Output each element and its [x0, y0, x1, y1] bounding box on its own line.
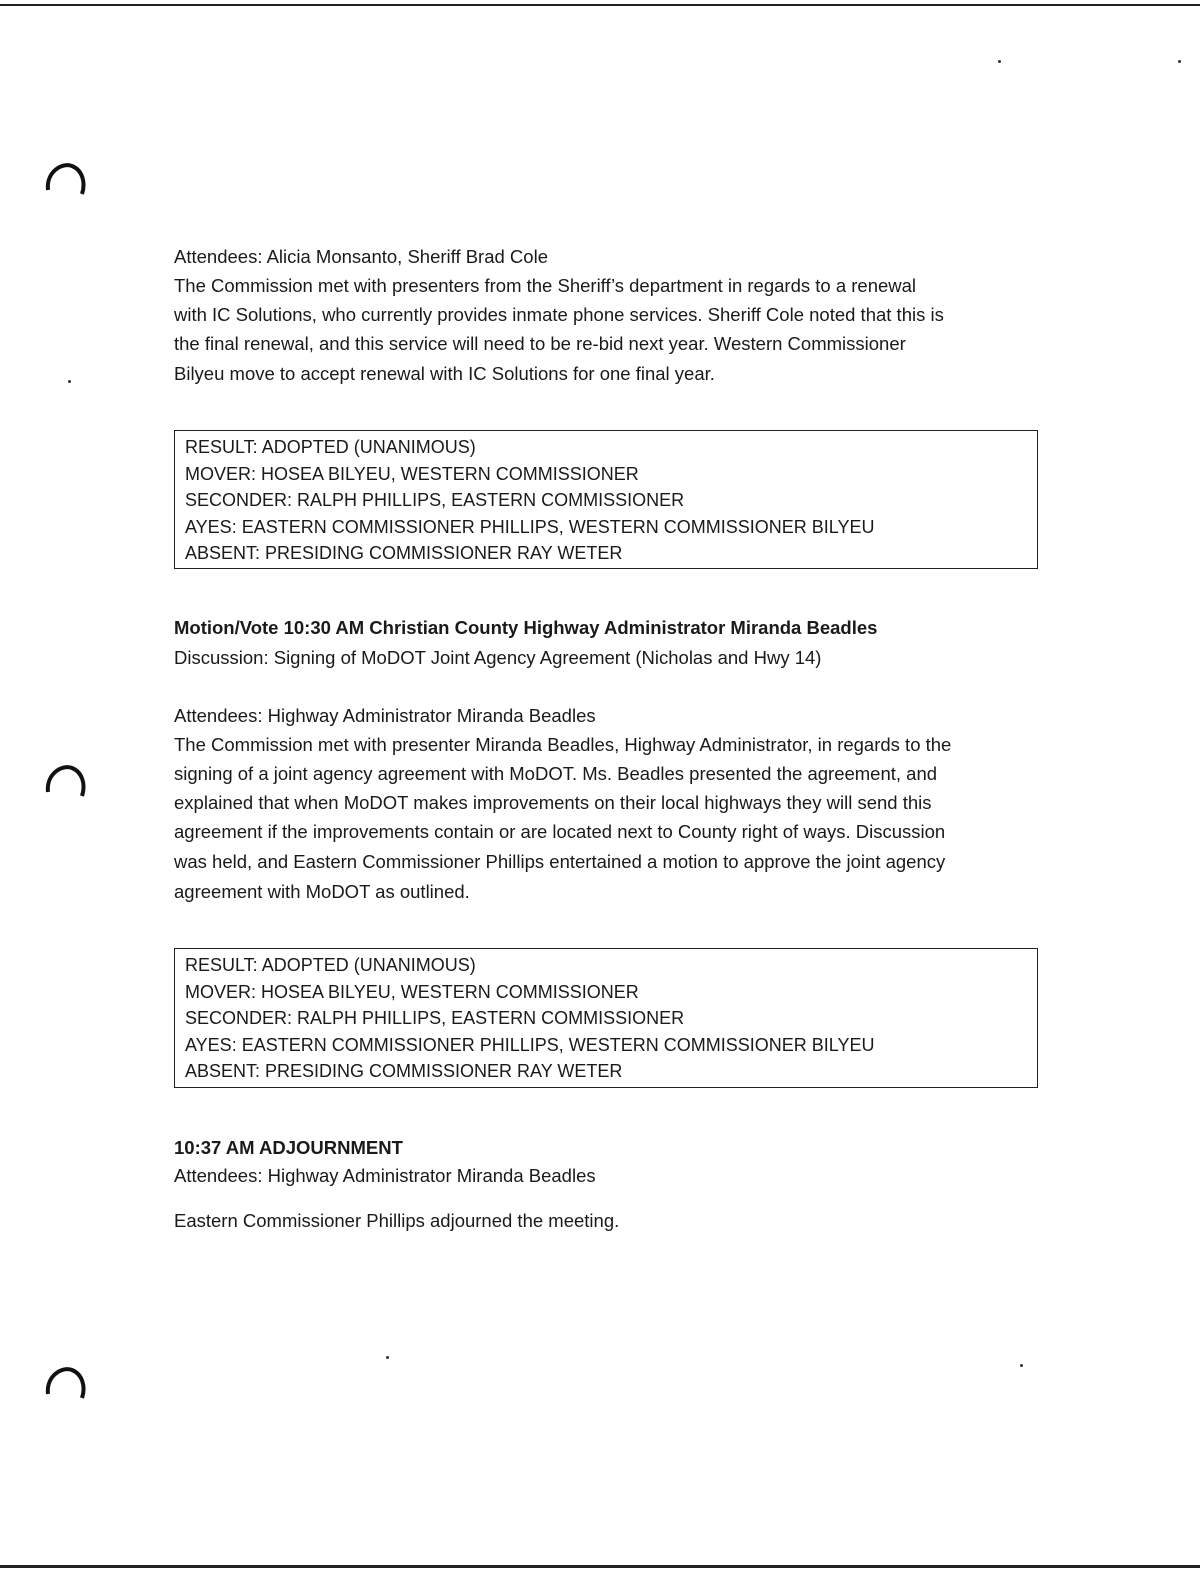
punch-hole-icon: [44, 160, 88, 200]
section1-paragraph-line: Bilyeu move to accept renewal with IC Solutions for one final year.: [174, 363, 715, 384]
mover-line: MOVER: HOSEA BILYEU, WESTERN COMMISSIONER: [185, 463, 639, 484]
section1-paragraph-line: the final renewal, and this service will need to be re-bid next year. Western Commissioner: [174, 333, 906, 354]
section2-paragraph-line: The Commission met with presenter Miranda Beadles, Highway Administrator, in regards to the: [174, 734, 952, 755]
section1-result-box: [174, 430, 1038, 569]
scan-edge-bottom: [0, 1565, 1200, 1568]
absent-line: ABSENT: PRESIDING COMMISSIONER RAY WETER: [185, 543, 623, 563]
section2-paragraph-line: signing of a joint agency agreement with MoDOT. Ms. Beadles presented the agreement, and: [174, 763, 938, 784]
section2-paragraph-line: was held, and Eastern Commissioner Phillips entertained a motion to approve the joint agency: [174, 851, 946, 872]
punch-hole-icon: [44, 762, 88, 802]
result-line: RESULT: ADOPTED (UNANIMOUS): [185, 437, 476, 457]
punch-hole-icon: [44, 1364, 88, 1404]
section3-heading: 10:37 AM ADJOURNMENT: [174, 1137, 403, 1158]
ayes-line: AYES: EASTERN COMMISSIONER PHILLIPS, WESTERN COMMISSIONER BILYEU: [185, 516, 875, 537]
seconder-line: SECONDER: RALPH PHILLIPS, EASTERN COMMISSIONER: [185, 490, 685, 510]
section3-closing: Eastern Commissioner Phillips adjourned the meeting.: [174, 1210, 620, 1231]
scan-speck: [68, 380, 71, 383]
section2-result-box: [174, 948, 1038, 1088]
section3-attendees: Attendees: Highway Administrator Miranda Beadles: [174, 1165, 596, 1186]
section2-paragraph-line: agreement if the improvements contain or are located next to County right of ways. Discussion: [174, 821, 946, 842]
ayes-line: AYES: EASTERN COMMISSIONER PHILLIPS, WESTERN COMMISSIONER BILYEU: [185, 1034, 875, 1055]
section2-heading: Motion/Vote 10:30 AM Christian County Highway Administrator Miranda Beadles: [174, 617, 878, 638]
seconder-line: SECONDER: RALPH PHILLIPS, EASTERN COMMISSIONER: [185, 1008, 685, 1028]
section2-paragraph-line: agreement with MoDOT as outlined.: [174, 881, 470, 902]
result-line: RESULT: ADOPTED (UNANIMOUS): [185, 955, 476, 975]
scan-speck: [998, 60, 1001, 63]
scan-edge-top: [0, 4, 1200, 6]
scan-speck: [1020, 1364, 1023, 1367]
section1-paragraph-line: with IC Solutions, who currently provides inmate phone services. Sheriff Cole noted that this is: [174, 304, 944, 325]
scan-speck: [1178, 60, 1181, 63]
section2-attendees: Attendees: Highway Administrator Miranda Beadles: [174, 705, 596, 726]
section2-discussion: Discussion: Signing of MoDOT Joint Agency Agreement (Nicholas and Hwy 14): [174, 647, 822, 668]
section1-paragraph-line: The Commission met with presenters from the Sheriff’s department in regards to a renewal: [174, 275, 917, 296]
mover-line: MOVER: HOSEA BILYEU, WESTERN COMMISSIONER: [185, 981, 639, 1002]
absent-line: ABSENT: PRESIDING COMMISSIONER RAY WETER: [185, 1061, 623, 1081]
section2-paragraph-line: explained that when MoDOT makes improvements on their local highways they will send this: [174, 792, 932, 813]
scan-speck: [386, 1356, 389, 1359]
section1-attendees: Attendees: Alicia Monsanto, Sheriff Brad Cole: [174, 246, 548, 267]
